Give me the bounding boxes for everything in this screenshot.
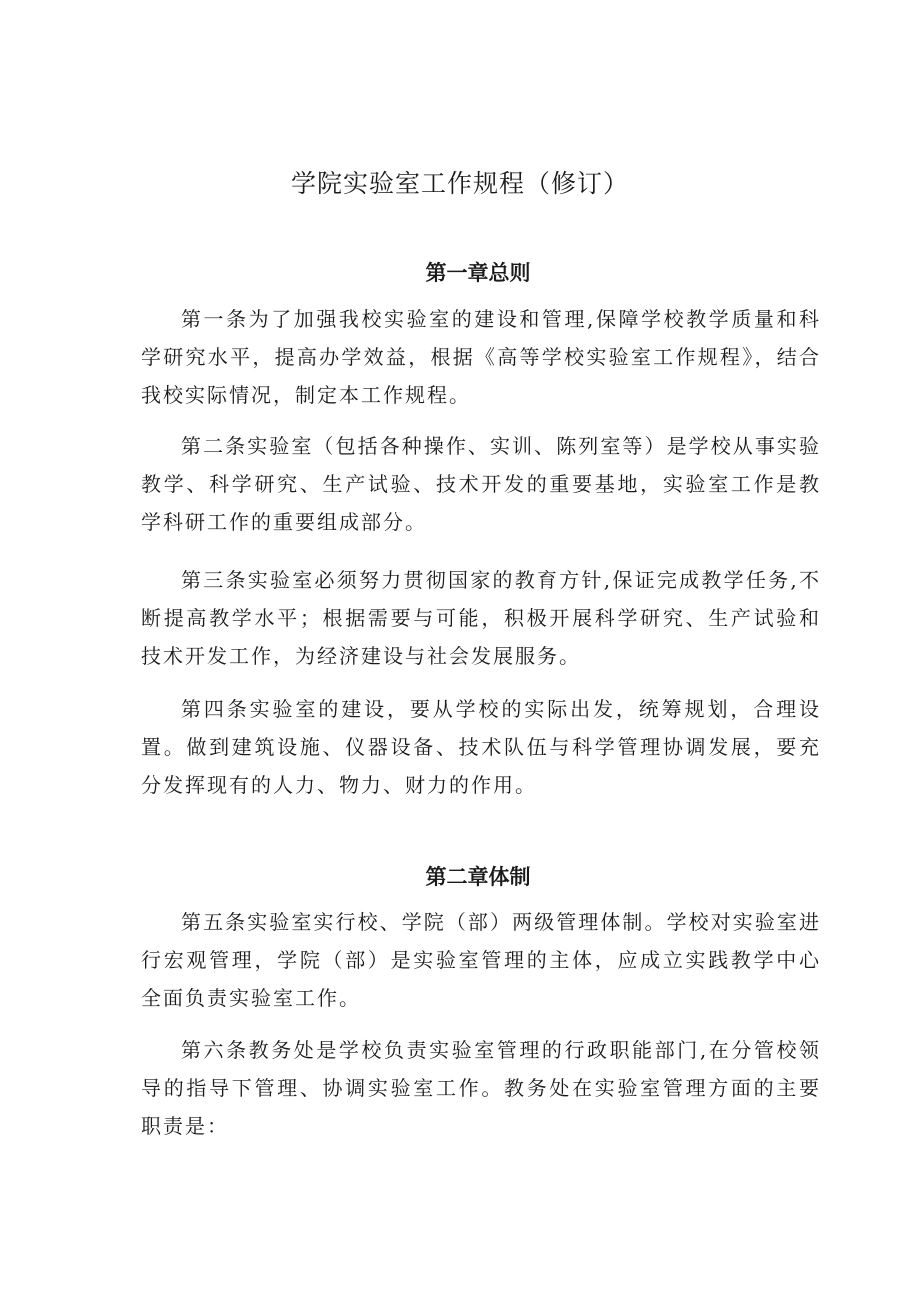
article-4-paragraph: 第四条实验室的建设，要从学校的实际出发，统筹规划，合理设置。做到建筑设施、仪器设备、技术队伍与科学管理协调发展，要充分发挥现有的人力、物力、财力的作用。	[141, 697, 821, 797]
article-5-paragraph: 第五条实验室实行校、学院（部）两级管理体制。学校对实验室进行宏观管理，学院（部）是实验室管理的主体，应成立实践教学中心全面负责实验室工作。	[141, 910, 821, 1010]
article-3-paragraph: 第三条实验室必须努力贯彻国家的教育方针,保证完成教学任务,不断提高教学水平；根据需要与可能，积极开展科学研究、生产试验和技术开发工作，为经济建设与社会发展服务。	[141, 568, 821, 668]
article-2-paragraph: 第二条实验室（包括各种操作、实训、陈列室等）是学校从事实验教学、科学研究、生产试验、技术开发的重要基地，实验室工作是教学科研工作的重要组成部分。	[141, 434, 821, 534]
chapter-heading-system: 第二章体制	[425, 865, 531, 889]
chapter-heading-general: 第一章总则	[425, 261, 531, 285]
article-6-paragraph: 第六条教务处是学校负责实验室管理的行政职能部门,在分管校领导的指导下管理、协调实验室工作。教务处在实验室管理方面的主要职责是：	[141, 1038, 821, 1138]
article-1-paragraph: 第一条为了加强我校实验室的建设和管理,保障学校教学质量和科学研究水平，提高办学效益，根据《高等学校实验室工作规程》，结合我校实际情况，制定本工作规程。	[141, 307, 821, 407]
document-title: 学院实验室工作规程（修订）	[290, 169, 629, 198]
